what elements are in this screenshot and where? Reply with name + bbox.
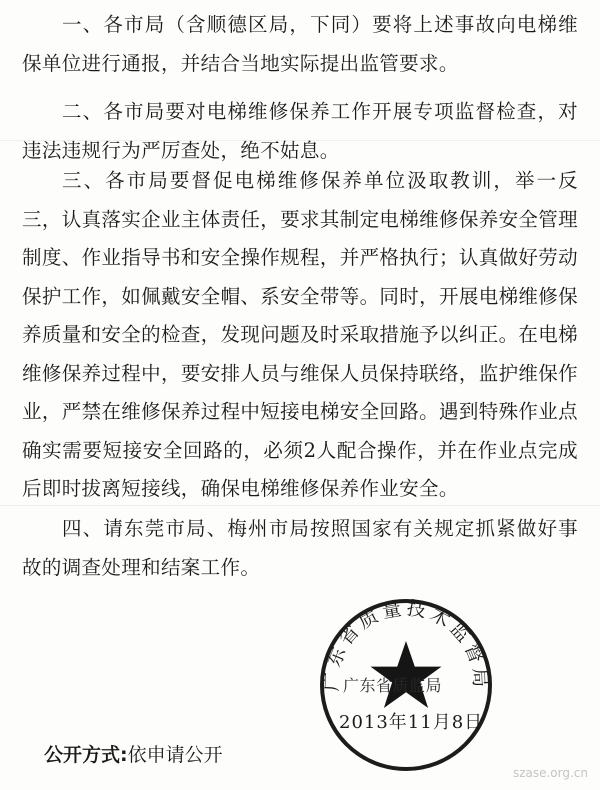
- paragraph-2: 二、各市局要对电梯维修保养工作开展专项监督检查，对违法违规行为严厉查处，绝不姑息。: [22, 100, 578, 162]
- paragraph-1: 一、各市局（含顺德区局，下同）要将上述事故向电梯维保单位进行通报，并结合当地实际提出监管要求。: [22, 13, 578, 75]
- issuer-name: 广东省质监局: [343, 676, 443, 695]
- paragraph-4: 四、请东莞市局、梅州市局按照国家有关规定抓紧做好事故的调查处理和结案工作。: [22, 517, 578, 579]
- seal-ring-text: 广东省质量技术监督局: [320, 597, 492, 692]
- disclosure-value: 依申请公开: [127, 744, 223, 766]
- paragraph-3: 三、各市局要督促电梯维修保养单位汲取教训，举一反三，认真落实企业主体责任，要求其制定电梯维修保养安全管理制度、作业指导书和安全操作规程，并严格执行；认真做好劳动保护工作，如佩戴安全帽、系安全带等。同时，开展电梯维修保养质量和安全的检查，发现问题及时采取措施予以纠正。在电梯维修保养过程中，要安排人员与维保人员保持联络，监护维保作业，严禁在维修保养过程中短接电梯安全回路。遇到特殊作业点确实需要短接安全回路的，必须2人配合操作，并在作业点完成后即时拔离短接线，确保电梯维修保养作业安全。: [22, 169, 578, 500]
- disclosure-line: [44, 740, 223, 767]
- issue-date: 2013年11月8日: [339, 712, 484, 733]
- disclosure-label: 公开方式:: [44, 744, 128, 766]
- watermark: szase.org.cn: [512, 766, 588, 780]
